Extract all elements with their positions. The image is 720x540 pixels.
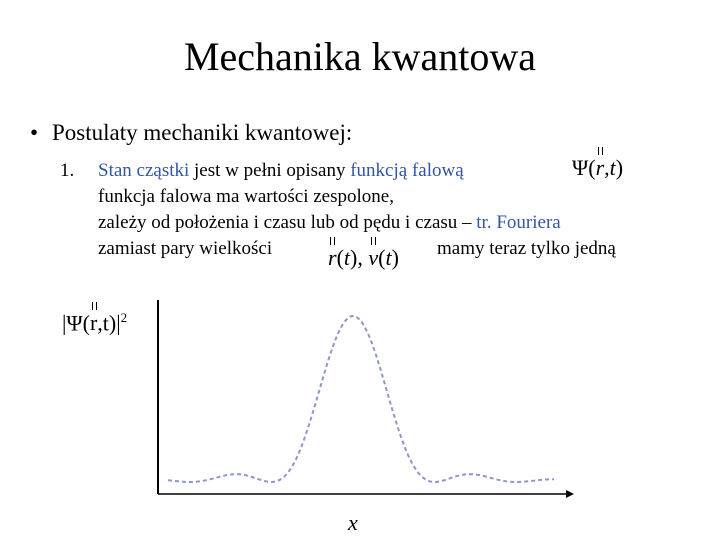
item-line-4b: mamy teraz tylko jedną [437, 238, 616, 259]
v-vector: v [368, 245, 379, 270]
abs-bar-right: | [116, 310, 121, 336]
psi-symbol: Ψ [66, 310, 83, 336]
state-desc: jest w pełni opisany [189, 160, 351, 181]
fourier-term: tr. Fouriera [476, 212, 561, 233]
bullet-icon: • [30, 120, 39, 145]
item-line-2: funkcja falowa ma wartości zespolone, [98, 186, 394, 207]
comma: , [604, 155, 610, 180]
wavefunction-term: funkcją falową [350, 160, 464, 181]
comma: , [357, 245, 363, 270]
psi-symbol: Ψ [572, 155, 589, 180]
rparen: ) [350, 245, 358, 270]
lparen: ( [588, 155, 596, 180]
rparen: ) [391, 245, 399, 270]
lparen: ( [336, 245, 344, 270]
rparen: ) [615, 155, 624, 180]
bullet-text: Postulaty mechaniki kwantowej: [52, 120, 353, 145]
abs-bar-left: | [62, 310, 67, 336]
square-exponent: 2 [120, 310, 128, 325]
t-symbol: t [385, 245, 392, 270]
x-axis-arrow [566, 490, 574, 498]
lparen: ( [82, 310, 90, 336]
slide-title: Mechanika kwantowa [183, 34, 537, 79]
x-axis-label: x [348, 510, 358, 535]
comma: , [97, 310, 103, 336]
rparen: ) [108, 310, 117, 336]
r-vector: r [89, 310, 98, 336]
item-number: 1. [60, 160, 75, 181]
lparen: ( [378, 245, 386, 270]
t-symbol: t [343, 245, 351, 270]
r-vector: r [328, 245, 337, 270]
dependence-text: zależy od położenia i czasu lub od pędu i czasu – [98, 212, 477, 233]
probability-density-curve [168, 316, 554, 482]
t-symbol: t [102, 310, 109, 336]
t-symbol: t [609, 155, 616, 180]
state-term: Stan cząstki [98, 160, 190, 181]
r-vector: r [595, 155, 605, 180]
item-line-4a: zamiast pary wielkości [98, 238, 273, 259]
